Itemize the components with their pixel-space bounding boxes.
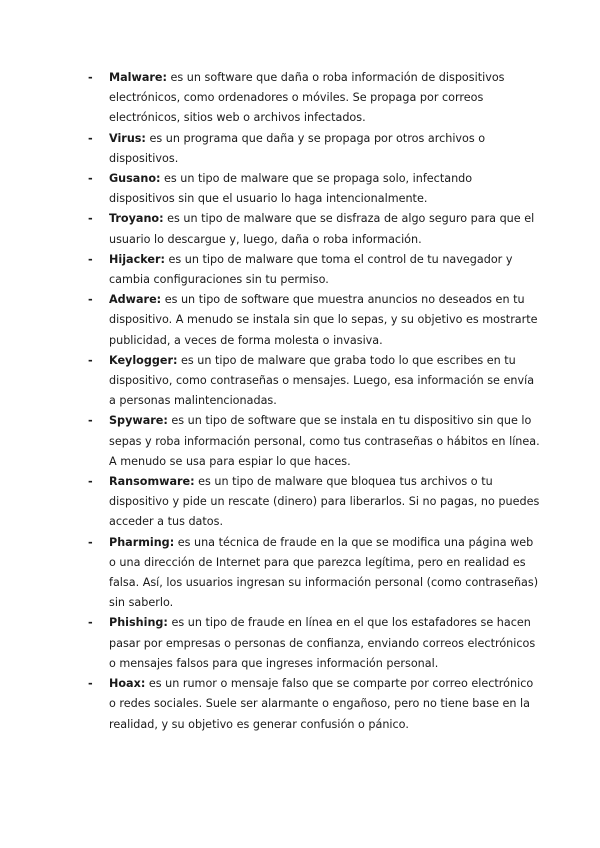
bullet-dash: - (88, 252, 93, 266)
term-definition: es un tipo de software que se instala en tu dispositivo sin que lo sepas y roba información personal, como tus contraseñas o hábitos en línea. A menudo se usa para espiar lo que haces. (109, 414, 540, 468)
term-definition: es un tipo de malware que graba todo lo que escribes en tu dispositivo, como contraseñas o mensajes. Luego, esa información se envía a personas malintencionadas. (109, 353, 535, 408)
list-item (0, 533, 600, 614)
list-item (0, 411, 600, 472)
term-definition: es un tipo de malware que toma el control de tu navegador y cambia configuraciones sin tu permiso. (109, 252, 513, 287)
term-label: Keylogger: (109, 353, 178, 367)
definition-list (0, 68, 600, 735)
list-item (0, 351, 600, 412)
bullet-dash: - (88, 71, 93, 84)
list-item (0, 209, 600, 249)
term-label: Adware: (109, 293, 162, 307)
term-label: Hoax: (109, 677, 146, 691)
term-label: Ransomware: (109, 475, 195, 489)
term-definition: es una técnica de fraude en la que se modifica una página web o una dirección de Internet para que parezca legítima, pero en realidad es falsa. Así, los usuarios ingresan su información personal (como contraseñas) sin saberlo. (109, 535, 539, 610)
term-label: Spyware: (109, 414, 168, 428)
term-definition: es un software que daña o roba información de dispositivos electrónicos, como ordenadores o móviles. Se propaga por correos electrónicos, sitios web o archivos infectados. (109, 71, 505, 125)
list-item (0, 129, 600, 169)
bullet-dash: - (88, 535, 93, 549)
term-label: Malware: (109, 71, 167, 84)
list-item (0, 674, 600, 735)
bullet-dash: - (88, 131, 93, 145)
list-item (0, 472, 600, 533)
term-definition: es un rumor o mensaje falso que se comparte por correo electrónico o redes sociales. Suele ser alarmante o engañoso, pero no tiene base en la realidad, y su objetivo es generar confusión o pánico. (109, 677, 534, 731)
bullet-dash: - (88, 475, 93, 489)
bullet-dash: - (88, 677, 93, 691)
term-definition: es un tipo de malware que se disfraza de algo seguro para que el usuario lo descargue y, luego, daña o roba información. (109, 212, 535, 246)
term-definition: es un tipo de software que muestra anuncios no deseados en tu dispositivo. A menudo se instala sin que lo sepas, y su objetivo es mostrarte publicidad, a veces de forma molesta o invasiva. (109, 293, 538, 347)
term-definition: es un tipo de malware que se propaga solo, infectando dispositivos sin que el usuario lo haga intencionalmente. (109, 172, 473, 206)
list-item (0, 169, 600, 209)
list-item (0, 290, 600, 351)
term-label: Hijacker: (109, 252, 165, 266)
list-item (0, 68, 600, 129)
term-definition: es un tipo de fraude en línea en el que los estafadores se hacen pasar por empresas o personas de confianza, enviando correos electrónicos o mensajes falsos para que ingreses información personal. (109, 616, 536, 670)
term-definition: es un tipo de malware que bloquea tus archivos o tu dispositivo y pide un rescate (dinero) para liberarlos. Si no pagas, no puedes acceder a tus datos. (109, 475, 540, 529)
bullet-dash: - (88, 414, 93, 428)
term-label: Virus: (109, 131, 146, 145)
list-item (0, 250, 600, 290)
term-definition: es un programa que daña y se propaga por otros archivos o dispositivos. (109, 131, 486, 165)
list-item (0, 613, 600, 674)
term-label: Gusano: (109, 172, 161, 186)
term-label: Troyano: (109, 212, 164, 226)
bullet-dash: - (88, 212, 93, 226)
bullet-dash: - (88, 172, 93, 186)
bullet-dash: - (88, 293, 93, 307)
bullet-dash: - (88, 353, 93, 367)
bullet-dash: - (88, 616, 93, 630)
term-label: Pharming: (109, 535, 175, 549)
term-label: Phishing: (109, 616, 168, 630)
